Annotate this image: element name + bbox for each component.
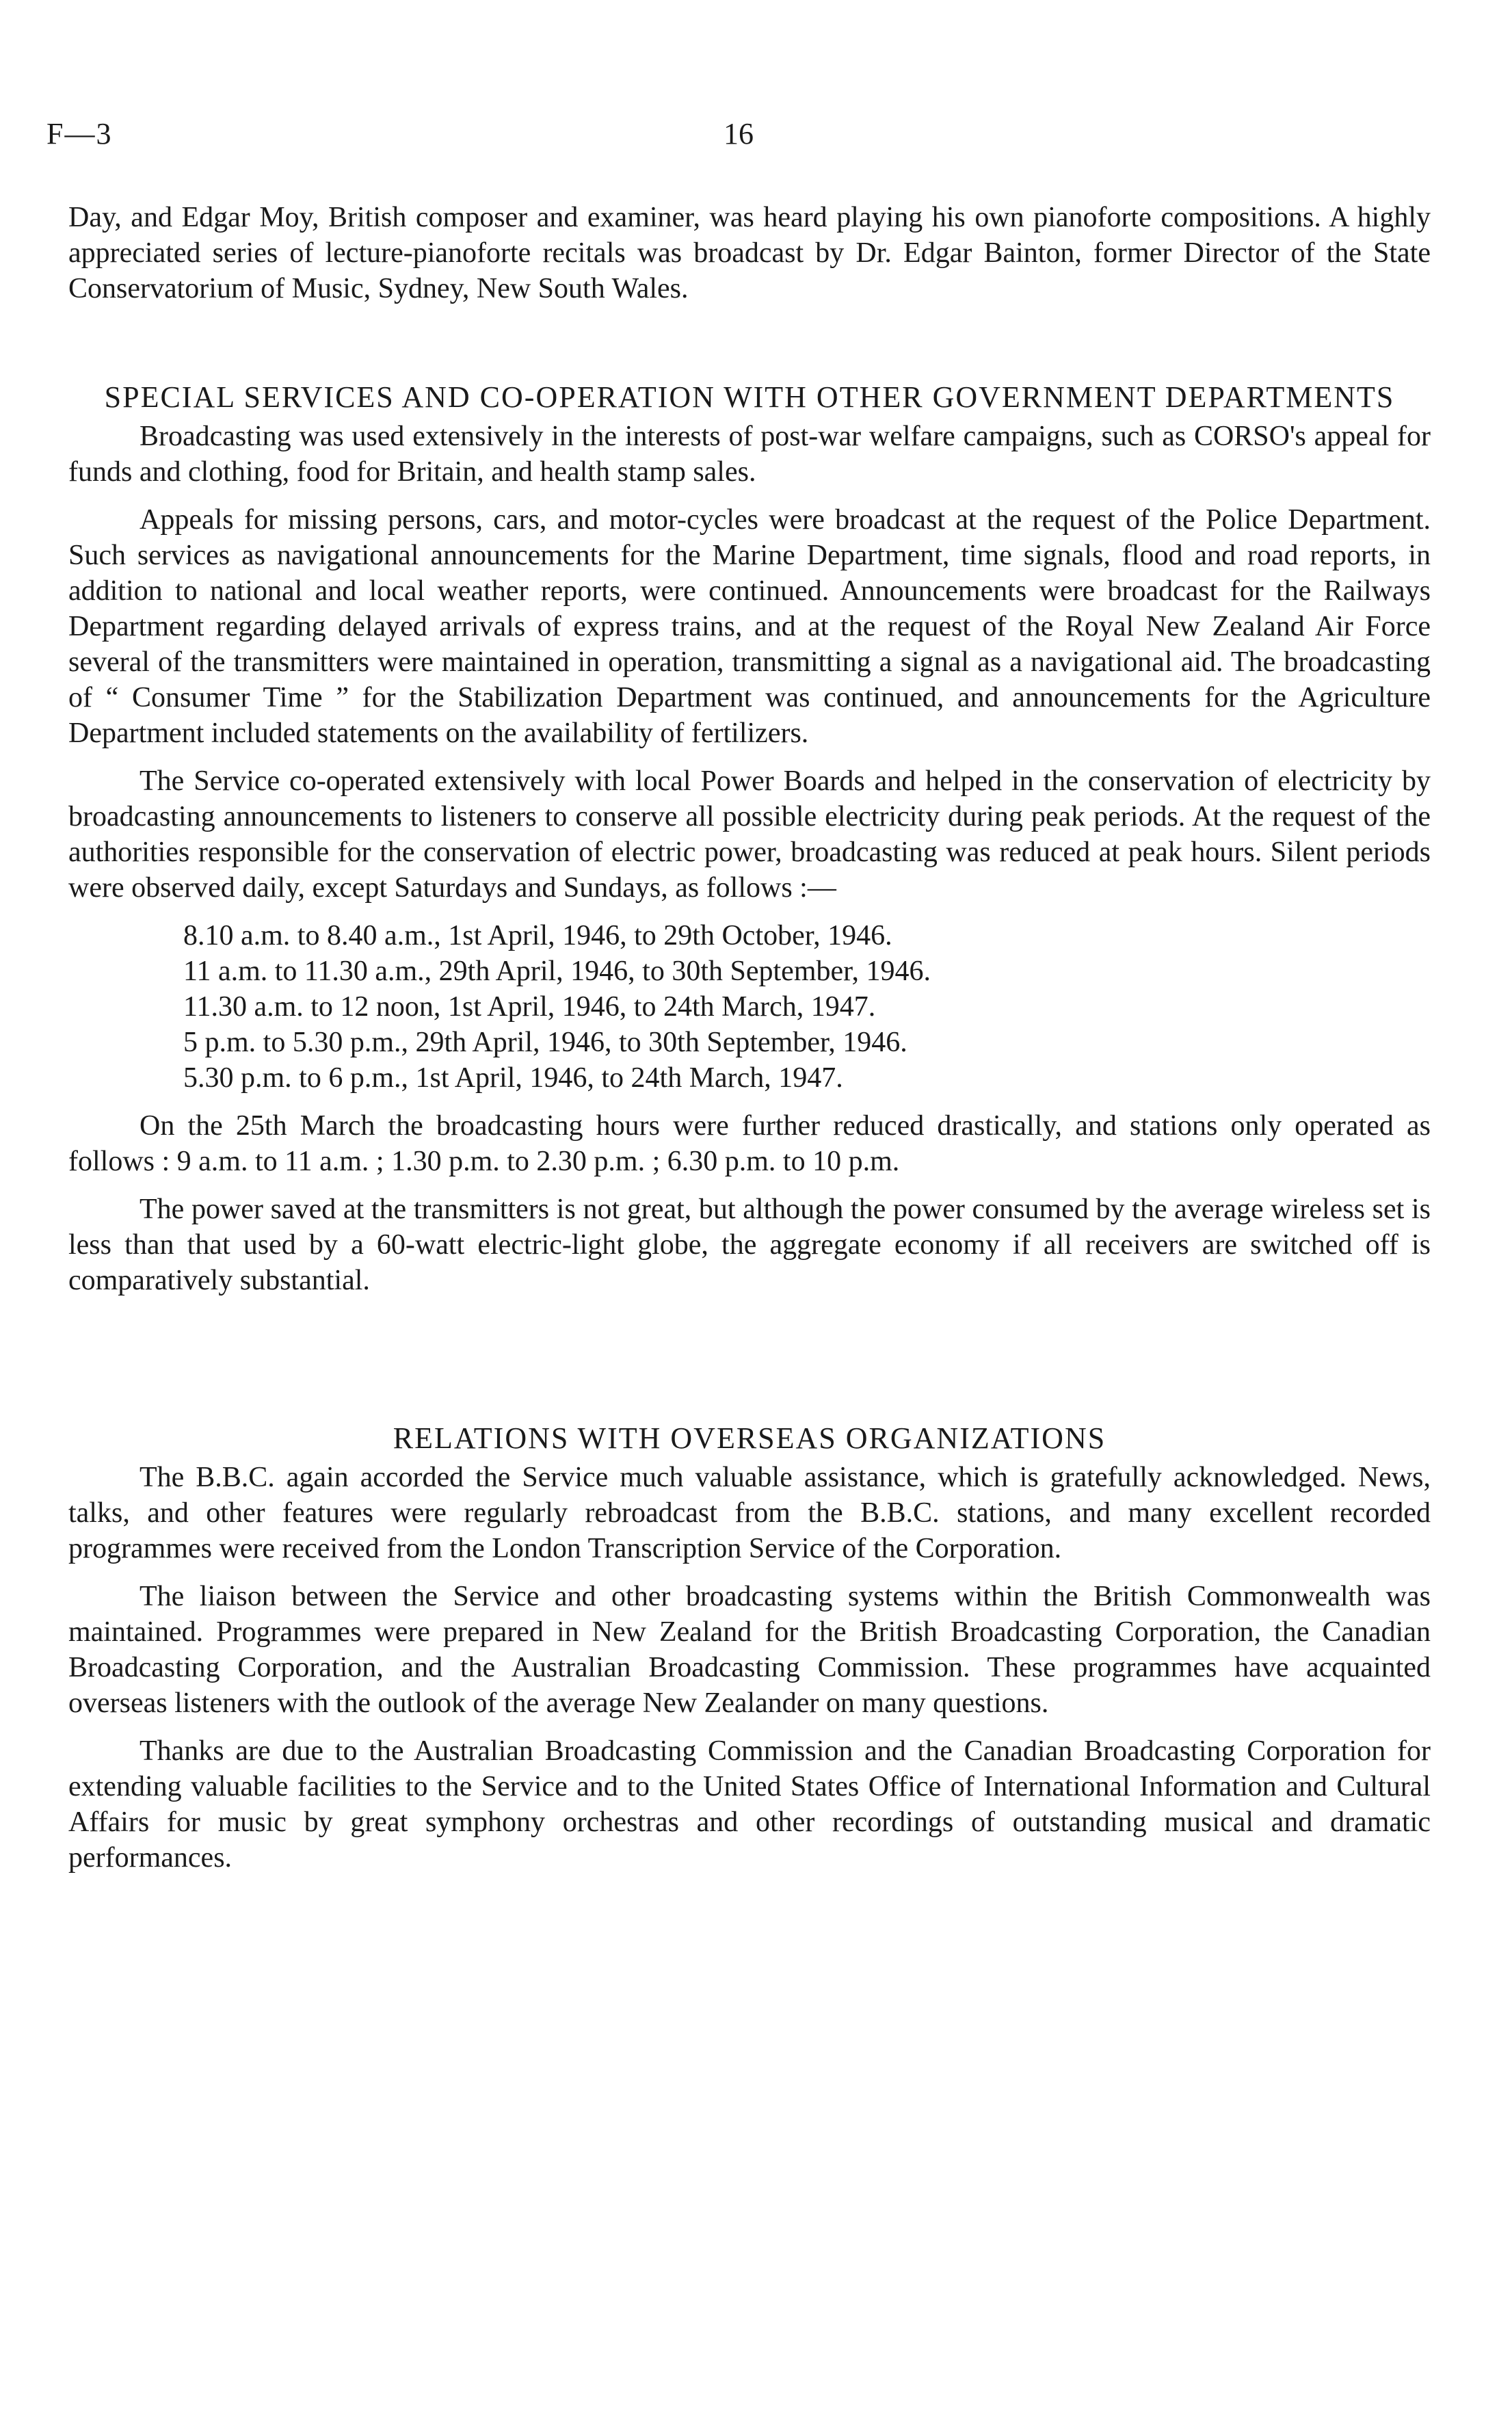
paragraph: The liaison between the Service and other broadcasting systems within the British Commonwealth was maintained. Programmes were prepared in New Zealand for the British Broadcasting Corporation, the Canadian Broadcasting Corporation, and the Australian Broadcasting Commission. These programmes have acquainted overseas listeners with the outlook of the average New Zealander on many questions. xyxy=(68,1581,1431,1719)
list-item: 5.30 p.m. to 6 p.m., 1st April, 1946, to 24th March, 1947. xyxy=(183,1062,843,1094)
list-item: 11 a.m. to 11.30 a.m., 29th April, 1946, to 30th September, 1946. xyxy=(183,956,931,987)
paragraph: Appeals for missing persons, cars, and motor-cycles were broadcast at the request of the Police Department. Such services as navigational announcements for the Marine Department, time signals, flood and road reports, in addition to national and local weather reports, were continued. Announcements were broadcast for the Railways Department regarding delayed arrivals of express trains, and at the request of the Royal New Zealand Air Force several of the transmitters were maintained in operation, transmitting a signal as a navigational aid. The broadcasting of “ Consumer Time ” for the Stabilization Department was continued, and announcements for the Agriculture Department included statements on the availability of fertilizers. xyxy=(68,504,1431,749)
page-reference: F—3 xyxy=(47,117,113,150)
section-heading-overseas-relations: RELATIONS WITH OVERSEAS ORGANIZATIONS xyxy=(393,1421,1106,1455)
paragraph: Thanks are due to the Australian Broadcasting Commission and the Canadian Broadcasting Corporation for extending valuable facilities to the Service and to the United States Office of International Information and Cultural Affairs for music by great symphony orchestras and other recordings of outstanding musical and dramatic performances. xyxy=(68,1735,1431,1874)
section-heading-special-services: SPECIAL SERVICES AND CO-OPERATION WITH OTHER GOVERNMENT DEPARTMENTS xyxy=(104,380,1395,414)
list-item: 8.10 a.m. to 8.40 a.m., 1st April, 1946, to 29th October, 1946. xyxy=(183,920,892,951)
overseas-relations-section xyxy=(68,1420,1431,1876)
intro-paragraph: Day, and Edgar Moy, British composer and examiner, was heard playing his own pianoforte compositions. A highly appreciated series of lecture-pianoforte recitals was broadcast by Dr. Edgar Bainton, former Director of the State Conservatorium of Music, Sydney, New South Wales. xyxy=(68,202,1431,304)
paragraph: The Service co-operated extensively with local Power Boards and helped in the conservation of electricity by broadcasting announcements to listeners to conserve all possible electricity during peak periods. At the request of the authorities responsible for the conservation of electric power, broadcasting was reduced at peak hours. Silent periods were observed daily, except Saturdays and Sundays, as follows :— xyxy=(68,765,1431,904)
paragraph: On the 25th March the broadcasting hours were further reduced drastically, and stations only operated as follows : 9 a.m. to 11 a.m. ; 1.30 p.m. to 2.30 p.m. ; 6.30 p.m. to 10 p.m. xyxy=(68,1110,1431,1177)
list-item: 11.30 a.m. to 12 noon, 1st April, 1946, to 24th March, 1947. xyxy=(183,991,876,1023)
special-services-section xyxy=(68,379,1431,1298)
paragraph: Broadcasting was used extensively in the interests of post-war welfare campaigns, such as CORSO's appeal for funds and clothing, food for Britain, and health stamp sales. xyxy=(68,421,1431,488)
page-header xyxy=(0,116,1512,157)
silent-periods-list xyxy=(68,918,1431,1096)
page-body xyxy=(68,200,1431,1888)
paragraph: The power saved at the transmitters is not great, but although the power consumed by the average wireless set is less than that used by a 60-watt electric-light globe, the aggregate economy if all receivers are switched off is comparatively substantial. xyxy=(68,1194,1431,1296)
page-number: 16 xyxy=(724,117,754,150)
list-item: 5 p.m. to 5.30 p.m., 29th April, 1946, to 30th September, 1946. xyxy=(183,1027,907,1058)
paragraph: The B.B.C. again accorded the Service much valuable assistance, which is gratefully acknowledged. News, talks, and other features were regularly rebroadcast from the B.B.C. stations, and many excellent recorded programmes were received from the London Transcription Service of the Corporation. xyxy=(68,1462,1431,1564)
